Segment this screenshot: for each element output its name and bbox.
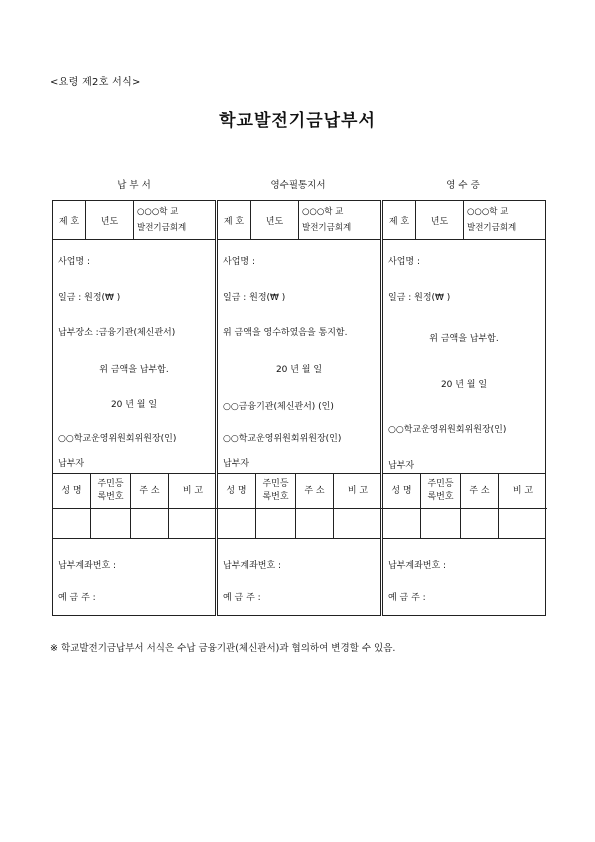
date-line: 20 년 월 일: [275, 365, 323, 375]
notice-line: 위 금액을 납부함.: [99, 365, 169, 375]
notice-line: 위 금액을 납부함.: [429, 334, 499, 344]
account-fund: 발전기금회계: [137, 223, 187, 233]
id-number-header: 주민등 록번호: [256, 474, 295, 509]
address-header: 주 소: [131, 474, 168, 509]
remarks-header: 비 고: [334, 474, 382, 509]
name-header: 성 명: [53, 474, 90, 509]
account-school: ○○○학 교: [467, 207, 509, 217]
form-number: <요령 제2호 서식>: [50, 77, 141, 88]
year-cell: 년도: [251, 201, 299, 239]
account-cell: [134, 201, 217, 239]
account-number-line: 납부계좌번호 :: [388, 561, 447, 571]
payer-table: [53, 473, 215, 539]
payment-place-line: 납부장소 :금융기관(체신관서): [58, 328, 176, 338]
account-fund: 발전기금회계: [302, 223, 352, 233]
date-line: 20 년 월 일: [440, 380, 488, 390]
id-number-header: 주민등 록번호: [421, 474, 460, 509]
payer-table: [383, 473, 545, 539]
payer-table: [218, 473, 380, 539]
depositor-line: 예 금 주 :: [58, 593, 96, 603]
account-cell: [464, 201, 547, 239]
amount-line: 일금 : 원정(₩ ): [58, 293, 121, 303]
account-number-line: 납부계좌번호 :: [223, 561, 282, 571]
depositor-line: 예 금 주 :: [223, 593, 261, 603]
account-school: ○○○학 교: [302, 207, 344, 217]
payer-label: 납부자: [388, 461, 415, 471]
notice-line: 위 금액을 영수하였음을 통지함.: [223, 328, 348, 338]
account-school: ○○○학 교: [137, 207, 179, 217]
name-header: 성 명: [383, 474, 420, 509]
name-header: 성 명: [218, 474, 255, 509]
document-title: 학교발전기금납부서: [219, 111, 376, 131]
date-line: 20 년 월 일: [110, 400, 158, 410]
bank-line: ○○금융기관(체신관서) (인): [223, 402, 334, 412]
footnote: ※ 학교발전기금납부서 서식은 수납 금융기관(체신관서)과 협의하여 변경할 수 있음.: [50, 643, 396, 654]
business-line: 사업명 :: [223, 257, 255, 267]
address-header: 주 소: [296, 474, 333, 509]
payer-label: 납부자: [58, 459, 85, 469]
year-cell: 년도: [86, 201, 134, 239]
business-line: 사업명 :: [388, 257, 420, 267]
receipt-panel: [382, 200, 546, 616]
amount-line: 일금 : 원정(₩ ): [223, 293, 286, 303]
account-fund: 발전기금회계: [467, 223, 517, 233]
heading-receipt-notice: 영수필통지서: [270, 180, 326, 191]
panel-header: [218, 201, 380, 240]
heading-receipt: 영 수 증: [446, 180, 480, 191]
chair-line: ○○학교운영위원회위원장(인): [58, 434, 177, 444]
account-number-line: 납부계좌번호 :: [58, 561, 117, 571]
number-cell: 제 호: [53, 201, 86, 239]
payer-label: 납부자: [223, 459, 250, 469]
chair-line: ○○학교운영위원회위원장(인): [388, 425, 507, 435]
heading-payment-slip: 납 부 서: [117, 180, 151, 191]
business-line: 사업명 :: [58, 257, 90, 267]
account-cell: [299, 201, 382, 239]
depositor-line: 예 금 주 :: [388, 593, 426, 603]
receipt-notice-panel: [217, 200, 381, 616]
panel-header: [383, 201, 545, 240]
remarks-header: 비 고: [169, 474, 217, 509]
number-cell: 제 호: [383, 201, 416, 239]
number-cell: 제 호: [218, 201, 251, 239]
year-cell: 년도: [416, 201, 464, 239]
panel-header: [53, 201, 215, 240]
amount-line: 일금 : 원정(₩ ): [388, 293, 451, 303]
payment-slip-panel: [52, 200, 216, 616]
address-header: 주 소: [461, 474, 498, 509]
id-number-header: 주민등 록번호: [91, 474, 130, 509]
remarks-header: 비 고: [499, 474, 547, 509]
chair-line: ○○학교운영위원회위원장(인): [223, 434, 342, 444]
